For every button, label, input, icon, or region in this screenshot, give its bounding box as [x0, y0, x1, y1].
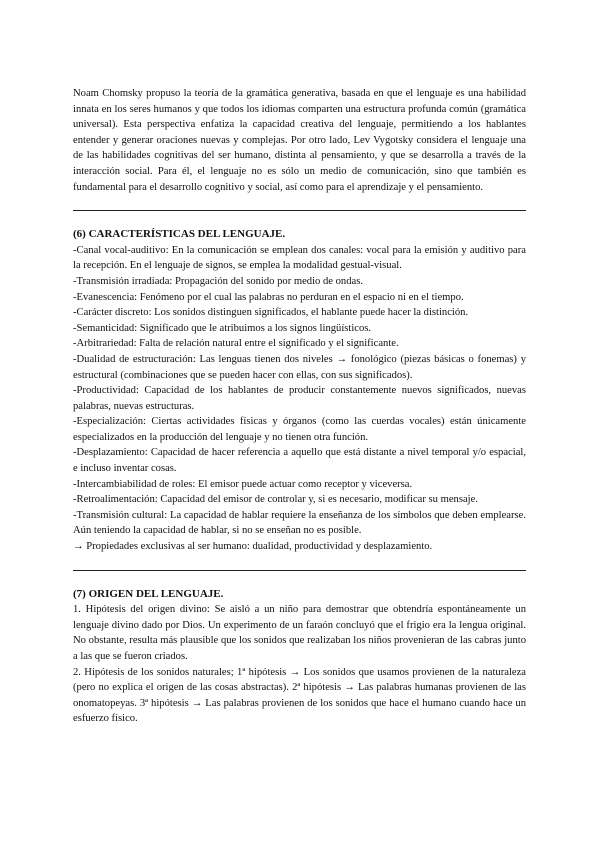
list-item: -Transmisión cultural: La capacidad de hablar requiere la enseñanza de los símbolos que deben emplearse. Aún teniendo la capacidad de hablar, si no se enseñan no es posible.	[73, 509, 526, 537]
list-item: -Desplazamiento: Capacidad de hacer referencia a aquello que está distante a nivel temporal y/o espacial, e incluso inventar cosas.	[73, 447, 526, 475]
list-item: -Canal vocal-auditivo: En la comunicación se emplean dos canales: vocal para la emisión y auditivo para la recepción. En el lenguaje de signos, se emplea la modalidad gestual-visual.	[73, 244, 526, 272]
list-item: -Intercambiabilidad de roles: El emisor puede actuar como receptor y viceversa.	[73, 478, 413, 490]
section-characteristics	[73, 227, 526, 554]
list-item: -Arbitrariedad: Falta de relación natural entre el significado y el significante.	[73, 338, 399, 350]
section-heading: (6) CARACTERÍSTICAS DEL LENGUAJE.	[73, 228, 286, 241]
list-item: -Retroalimentación: Capacidad del emisor de controlar y, si es necesario, modificar su mensaje.	[73, 494, 478, 506]
list-item: 2. Hipótesis de los sonidos naturales; 1ª hipótesis → Los sonidos que usamos provienen de la naturaleza (pero no explica el origen de las cosas abstractas). 2ª hipótesis → Las palabras humanas provienen de las onomatopeyas. 3ª hipótesis → Las palabras provienen de los sonidos que hace el humano cuando hace un esfuerzo físico.	[73, 666, 526, 725]
list-item: -Semanticidad: Significado que le atribuimos a los signos lingüísticos.	[73, 322, 372, 334]
section-divider	[73, 210, 526, 211]
list-item: -Carácter discreto: Los sonidos distinguen significados, el hablante puede hacer la distinción.	[73, 307, 469, 319]
document-page	[73, 86, 526, 727]
section-heading: (7) ORIGEN DEL LENGUAJE.	[73, 587, 224, 600]
section-origin	[73, 587, 526, 727]
list-item: -Dualidad de estructuración: Las lenguas tienen dos niveles → fonológico (piezas básicas o fonemas) y estructural (combinaciones que se pueden hacer con ellas, con sus significados).	[73, 353, 526, 381]
section-divider	[73, 570, 526, 571]
list-item: -Evanescencia: Fenómeno por el cual las palabras no perduran en el espacio ni en el tiempo.	[73, 291, 464, 303]
list-item: → Propiedades exclusivas al ser humano: dualidad, productividad y desplazamiento.	[73, 541, 433, 553]
intro-paragraph: Noam Chomsky propuso la teoría de la gramática generativa, basada en que el lenguaje es una habilidad innata en los seres humanos y que todos los idiomas comparten una estructura profunda común (gramática universal). Esta perspectiva enfatiza la capacidad creativa del lenguaje, permitiendo a los hablantes entender y generar oraciones nuevas y complejas. Por otro lado, Lev Vygotsky considera el lenguaje una de las habilidades cognitivas del ser humano, distinta al pensamiento, y que se desarrolla a través de la interacción social. Para él, el lenguaje no es sólo un medio de comunicación, sino que también es fundamental para el desarrollo cognitivo y social, así como para el aprendizaje y el pensamiento.	[73, 88, 526, 193]
list-item: -Productividad: Capacidad de los hablantes de producir constantemente nuevos significados, nuevas palabras, nuevas estructuras.	[73, 385, 526, 412]
list-item: 1. Hipótesis del origen divino: Se aisló a un niño para demostrar que obtendría espontáneamente un lenguaje divino dado por Dios. Un experimento de un faraón concluyó que el frigio era la lengua original. No obstante, resulta más plausible que los sonidos que realizaban los niños provenieran de las cabras junto a las que se fueron criados.	[73, 604, 526, 662]
list-item: -Especialización: Ciertas actividades físicas y órganos (como las cuerdas vocales) están únicamente especializados en la producción del lenguaje y no tienen otra función.	[73, 416, 526, 443]
list-item: -Transmisión irradiada: Propagación del sonido por medio de ondas.	[73, 275, 364, 287]
